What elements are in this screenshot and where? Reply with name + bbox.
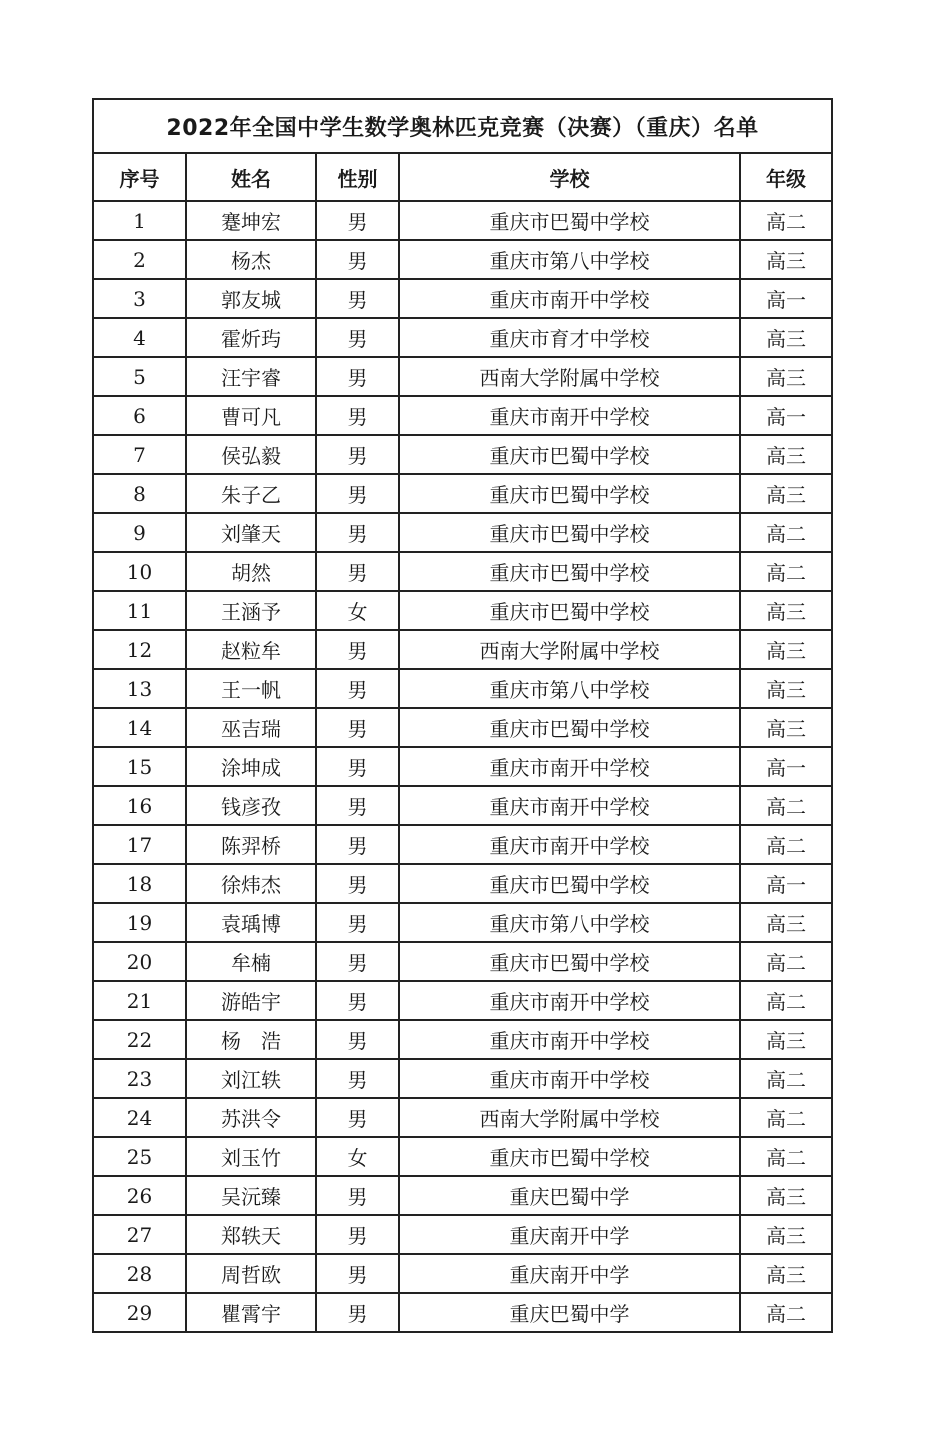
cell-no: 28 <box>93 1254 186 1293</box>
cell-no: 4 <box>93 318 186 357</box>
cell-grade: 高三 <box>740 591 832 630</box>
cell-name: 陈羿桥 <box>186 825 316 864</box>
column-header-grade: 年级 <box>740 153 832 201</box>
cell-school: 重庆市巴蜀中学校 <box>399 591 740 630</box>
cell-grade: 高三 <box>740 630 832 669</box>
cell-school: 重庆市巴蜀中学校 <box>399 552 740 591</box>
column-header-no: 序号 <box>93 153 186 201</box>
cell-no: 14 <box>93 708 186 747</box>
cell-school: 重庆市巴蜀中学校 <box>399 1137 740 1176</box>
cell-no: 13 <box>93 669 186 708</box>
cell-gender: 男 <box>316 786 399 825</box>
cell-gender: 男 <box>316 513 399 552</box>
cell-no: 27 <box>93 1215 186 1254</box>
table-row <box>93 825 832 864</box>
cell-no: 2 <box>93 240 186 279</box>
cell-grade: 高三 <box>740 669 832 708</box>
cell-gender: 男 <box>316 552 399 591</box>
cell-school: 重庆市巴蜀中学校 <box>399 201 740 240</box>
cell-gender: 男 <box>316 201 399 240</box>
cell-name: 侯弘毅 <box>186 435 316 474</box>
cell-name: 郑轶天 <box>186 1215 316 1254</box>
cell-no: 1 <box>93 201 186 240</box>
cell-name: 徐炜杰 <box>186 864 316 903</box>
roster-table <box>92 98 833 1333</box>
cell-no: 25 <box>93 1137 186 1176</box>
cell-school: 重庆市第八中学校 <box>399 903 740 942</box>
table-row <box>93 240 832 279</box>
cell-no: 23 <box>93 1059 186 1098</box>
cell-no: 29 <box>93 1293 186 1332</box>
table-row <box>93 630 832 669</box>
cell-grade: 高三 <box>740 1020 832 1059</box>
cell-gender: 男 <box>316 396 399 435</box>
cell-school: 重庆市南开中学校 <box>399 786 740 825</box>
cell-gender: 男 <box>316 474 399 513</box>
cell-name: 曹可凡 <box>186 396 316 435</box>
cell-gender: 男 <box>316 669 399 708</box>
cell-school: 重庆市巴蜀中学校 <box>399 513 740 552</box>
column-header-gender: 性别 <box>316 153 399 201</box>
cell-gender: 男 <box>316 1293 399 1332</box>
cell-gender: 男 <box>316 1215 399 1254</box>
cell-school: 重庆市巴蜀中学校 <box>399 864 740 903</box>
cell-grade: 高二 <box>740 942 832 981</box>
cell-school: 重庆市南开中学校 <box>399 1020 740 1059</box>
cell-grade: 高二 <box>740 513 832 552</box>
cell-school: 重庆巴蜀中学 <box>399 1176 740 1215</box>
cell-no: 22 <box>93 1020 186 1059</box>
roster-sheet <box>92 98 831 1333</box>
cell-no: 11 <box>93 591 186 630</box>
cell-gender: 男 <box>316 435 399 474</box>
cell-no: 7 <box>93 435 186 474</box>
table-row <box>93 591 832 630</box>
table-row <box>93 1254 832 1293</box>
cell-name: 袁瑀博 <box>186 903 316 942</box>
cell-school: 重庆南开中学 <box>399 1215 740 1254</box>
cell-no: 24 <box>93 1098 186 1137</box>
cell-gender: 男 <box>316 825 399 864</box>
table-row <box>93 552 832 591</box>
column-header-school: 学校 <box>399 153 740 201</box>
cell-school: 重庆市巴蜀中学校 <box>399 708 740 747</box>
cell-grade: 高一 <box>740 279 832 318</box>
cell-school: 重庆市巴蜀中学校 <box>399 435 740 474</box>
cell-gender: 男 <box>316 903 399 942</box>
cell-grade: 高二 <box>740 1059 832 1098</box>
cell-school: 重庆市南开中学校 <box>399 279 740 318</box>
table-row <box>93 1059 832 1098</box>
cell-grade: 高三 <box>740 318 832 357</box>
cell-school: 重庆市巴蜀中学校 <box>399 474 740 513</box>
cell-name: 朱子乙 <box>186 474 316 513</box>
cell-name: 霍炘玙 <box>186 318 316 357</box>
cell-name: 王一帆 <box>186 669 316 708</box>
cell-school: 重庆市巴蜀中学校 <box>399 942 740 981</box>
cell-name: 刘肇天 <box>186 513 316 552</box>
table-row <box>93 903 832 942</box>
cell-name: 瞿霄宇 <box>186 1293 316 1332</box>
cell-name: 巫吉瑞 <box>186 708 316 747</box>
cell-grade: 高三 <box>740 708 832 747</box>
cell-name: 钱彦孜 <box>186 786 316 825</box>
cell-name: 吴沅臻 <box>186 1176 316 1215</box>
cell-grade: 高三 <box>740 240 832 279</box>
cell-name: 涂坤成 <box>186 747 316 786</box>
cell-grade: 高三 <box>740 1215 832 1254</box>
cell-no: 17 <box>93 825 186 864</box>
cell-gender: 女 <box>316 1137 399 1176</box>
cell-no: 21 <box>93 981 186 1020</box>
table-row <box>93 981 832 1020</box>
cell-school: 重庆巴蜀中学 <box>399 1293 740 1332</box>
cell-gender: 男 <box>316 1098 399 1137</box>
cell-grade: 高二 <box>740 1137 832 1176</box>
table-row <box>93 1176 832 1215</box>
cell-no: 15 <box>93 747 186 786</box>
cell-school: 西南大学附属中学校 <box>399 630 740 669</box>
cell-school: 重庆市第八中学校 <box>399 240 740 279</box>
column-header-name: 姓名 <box>186 153 316 201</box>
cell-grade: 高三 <box>740 474 832 513</box>
cell-no: 5 <box>93 357 186 396</box>
cell-school: 重庆市南开中学校 <box>399 396 740 435</box>
cell-no: 8 <box>93 474 186 513</box>
cell-gender: 男 <box>316 1176 399 1215</box>
cell-no: 12 <box>93 630 186 669</box>
cell-name: 蹇坤宏 <box>186 201 316 240</box>
table-row <box>93 1215 832 1254</box>
cell-gender: 男 <box>316 708 399 747</box>
table-row <box>93 513 832 552</box>
cell-grade: 高一 <box>740 747 832 786</box>
table-row <box>93 357 832 396</box>
cell-grade: 高三 <box>740 1176 832 1215</box>
table-row <box>93 1137 832 1176</box>
cell-name: 郭友城 <box>186 279 316 318</box>
table-row <box>93 786 832 825</box>
cell-school: 重庆市南开中学校 <box>399 1059 740 1098</box>
cell-no: 26 <box>93 1176 186 1215</box>
cell-grade: 高三 <box>740 435 832 474</box>
table-row <box>93 474 832 513</box>
cell-no: 9 <box>93 513 186 552</box>
cell-name: 杨杰 <box>186 240 316 279</box>
cell-name: 胡然 <box>186 552 316 591</box>
table-row <box>93 279 832 318</box>
cell-name: 汪宇睿 <box>186 357 316 396</box>
cell-no: 6 <box>93 396 186 435</box>
roster-body <box>93 201 832 1332</box>
cell-name: 杨 浩 <box>186 1020 316 1059</box>
cell-gender: 男 <box>316 1254 399 1293</box>
cell-gender: 男 <box>316 240 399 279</box>
table-row <box>93 708 832 747</box>
cell-name: 王涵予 <box>186 591 316 630</box>
cell-no: 19 <box>93 903 186 942</box>
cell-name: 牟楠 <box>186 942 316 981</box>
cell-school: 重庆市南开中学校 <box>399 747 740 786</box>
table-row <box>93 1098 832 1137</box>
cell-gender: 男 <box>316 279 399 318</box>
cell-name: 苏洪令 <box>186 1098 316 1137</box>
table-row <box>93 318 832 357</box>
cell-school: 重庆市第八中学校 <box>399 669 740 708</box>
cell-no: 10 <box>93 552 186 591</box>
cell-name: 刘玉竹 <box>186 1137 316 1176</box>
cell-name: 赵粒牟 <box>186 630 316 669</box>
cell-name: 游皓宇 <box>186 981 316 1020</box>
cell-school: 西南大学附属中学校 <box>399 1098 740 1137</box>
cell-gender: 男 <box>316 357 399 396</box>
table-row <box>93 201 832 240</box>
cell-no: 3 <box>93 279 186 318</box>
cell-school: 重庆市南开中学校 <box>399 981 740 1020</box>
title-row <box>93 99 832 153</box>
table-row <box>93 1293 832 1332</box>
cell-grade: 高一 <box>740 864 832 903</box>
cell-grade: 高二 <box>740 201 832 240</box>
cell-name: 刘江轶 <box>186 1059 316 1098</box>
table-row <box>93 1020 832 1059</box>
cell-gender: 男 <box>316 942 399 981</box>
cell-gender: 男 <box>316 747 399 786</box>
table-row <box>93 747 832 786</box>
cell-gender: 男 <box>316 630 399 669</box>
cell-school: 重庆市南开中学校 <box>399 825 740 864</box>
table-row <box>93 669 832 708</box>
cell-school: 重庆南开中学 <box>399 1254 740 1293</box>
table-row <box>93 942 832 981</box>
cell-gender: 男 <box>316 318 399 357</box>
cell-grade: 高二 <box>740 786 832 825</box>
cell-grade: 高二 <box>740 981 832 1020</box>
cell-grade: 高三 <box>740 357 832 396</box>
cell-grade: 高一 <box>740 396 832 435</box>
cell-grade: 高三 <box>740 1254 832 1293</box>
header-row <box>93 153 832 201</box>
cell-school: 重庆市育才中学校 <box>399 318 740 357</box>
cell-school: 西南大学附属中学校 <box>399 357 740 396</box>
table-row <box>93 396 832 435</box>
cell-grade: 高二 <box>740 552 832 591</box>
cell-gender: 男 <box>316 1020 399 1059</box>
table-row <box>93 435 832 474</box>
cell-grade: 高二 <box>740 1098 832 1137</box>
cell-name: 周哲欧 <box>186 1254 316 1293</box>
cell-grade: 高二 <box>740 1293 832 1332</box>
table-row <box>93 864 832 903</box>
cell-no: 18 <box>93 864 186 903</box>
cell-grade: 高三 <box>740 903 832 942</box>
cell-no: 16 <box>93 786 186 825</box>
cell-gender: 男 <box>316 864 399 903</box>
cell-no: 20 <box>93 942 186 981</box>
table-title: 2022年全国中学生数学奥林匹克竞赛（决赛）（重庆）名单 <box>93 99 832 153</box>
cell-grade: 高二 <box>740 825 832 864</box>
cell-gender: 女 <box>316 591 399 630</box>
cell-gender: 男 <box>316 981 399 1020</box>
cell-gender: 男 <box>316 1059 399 1098</box>
